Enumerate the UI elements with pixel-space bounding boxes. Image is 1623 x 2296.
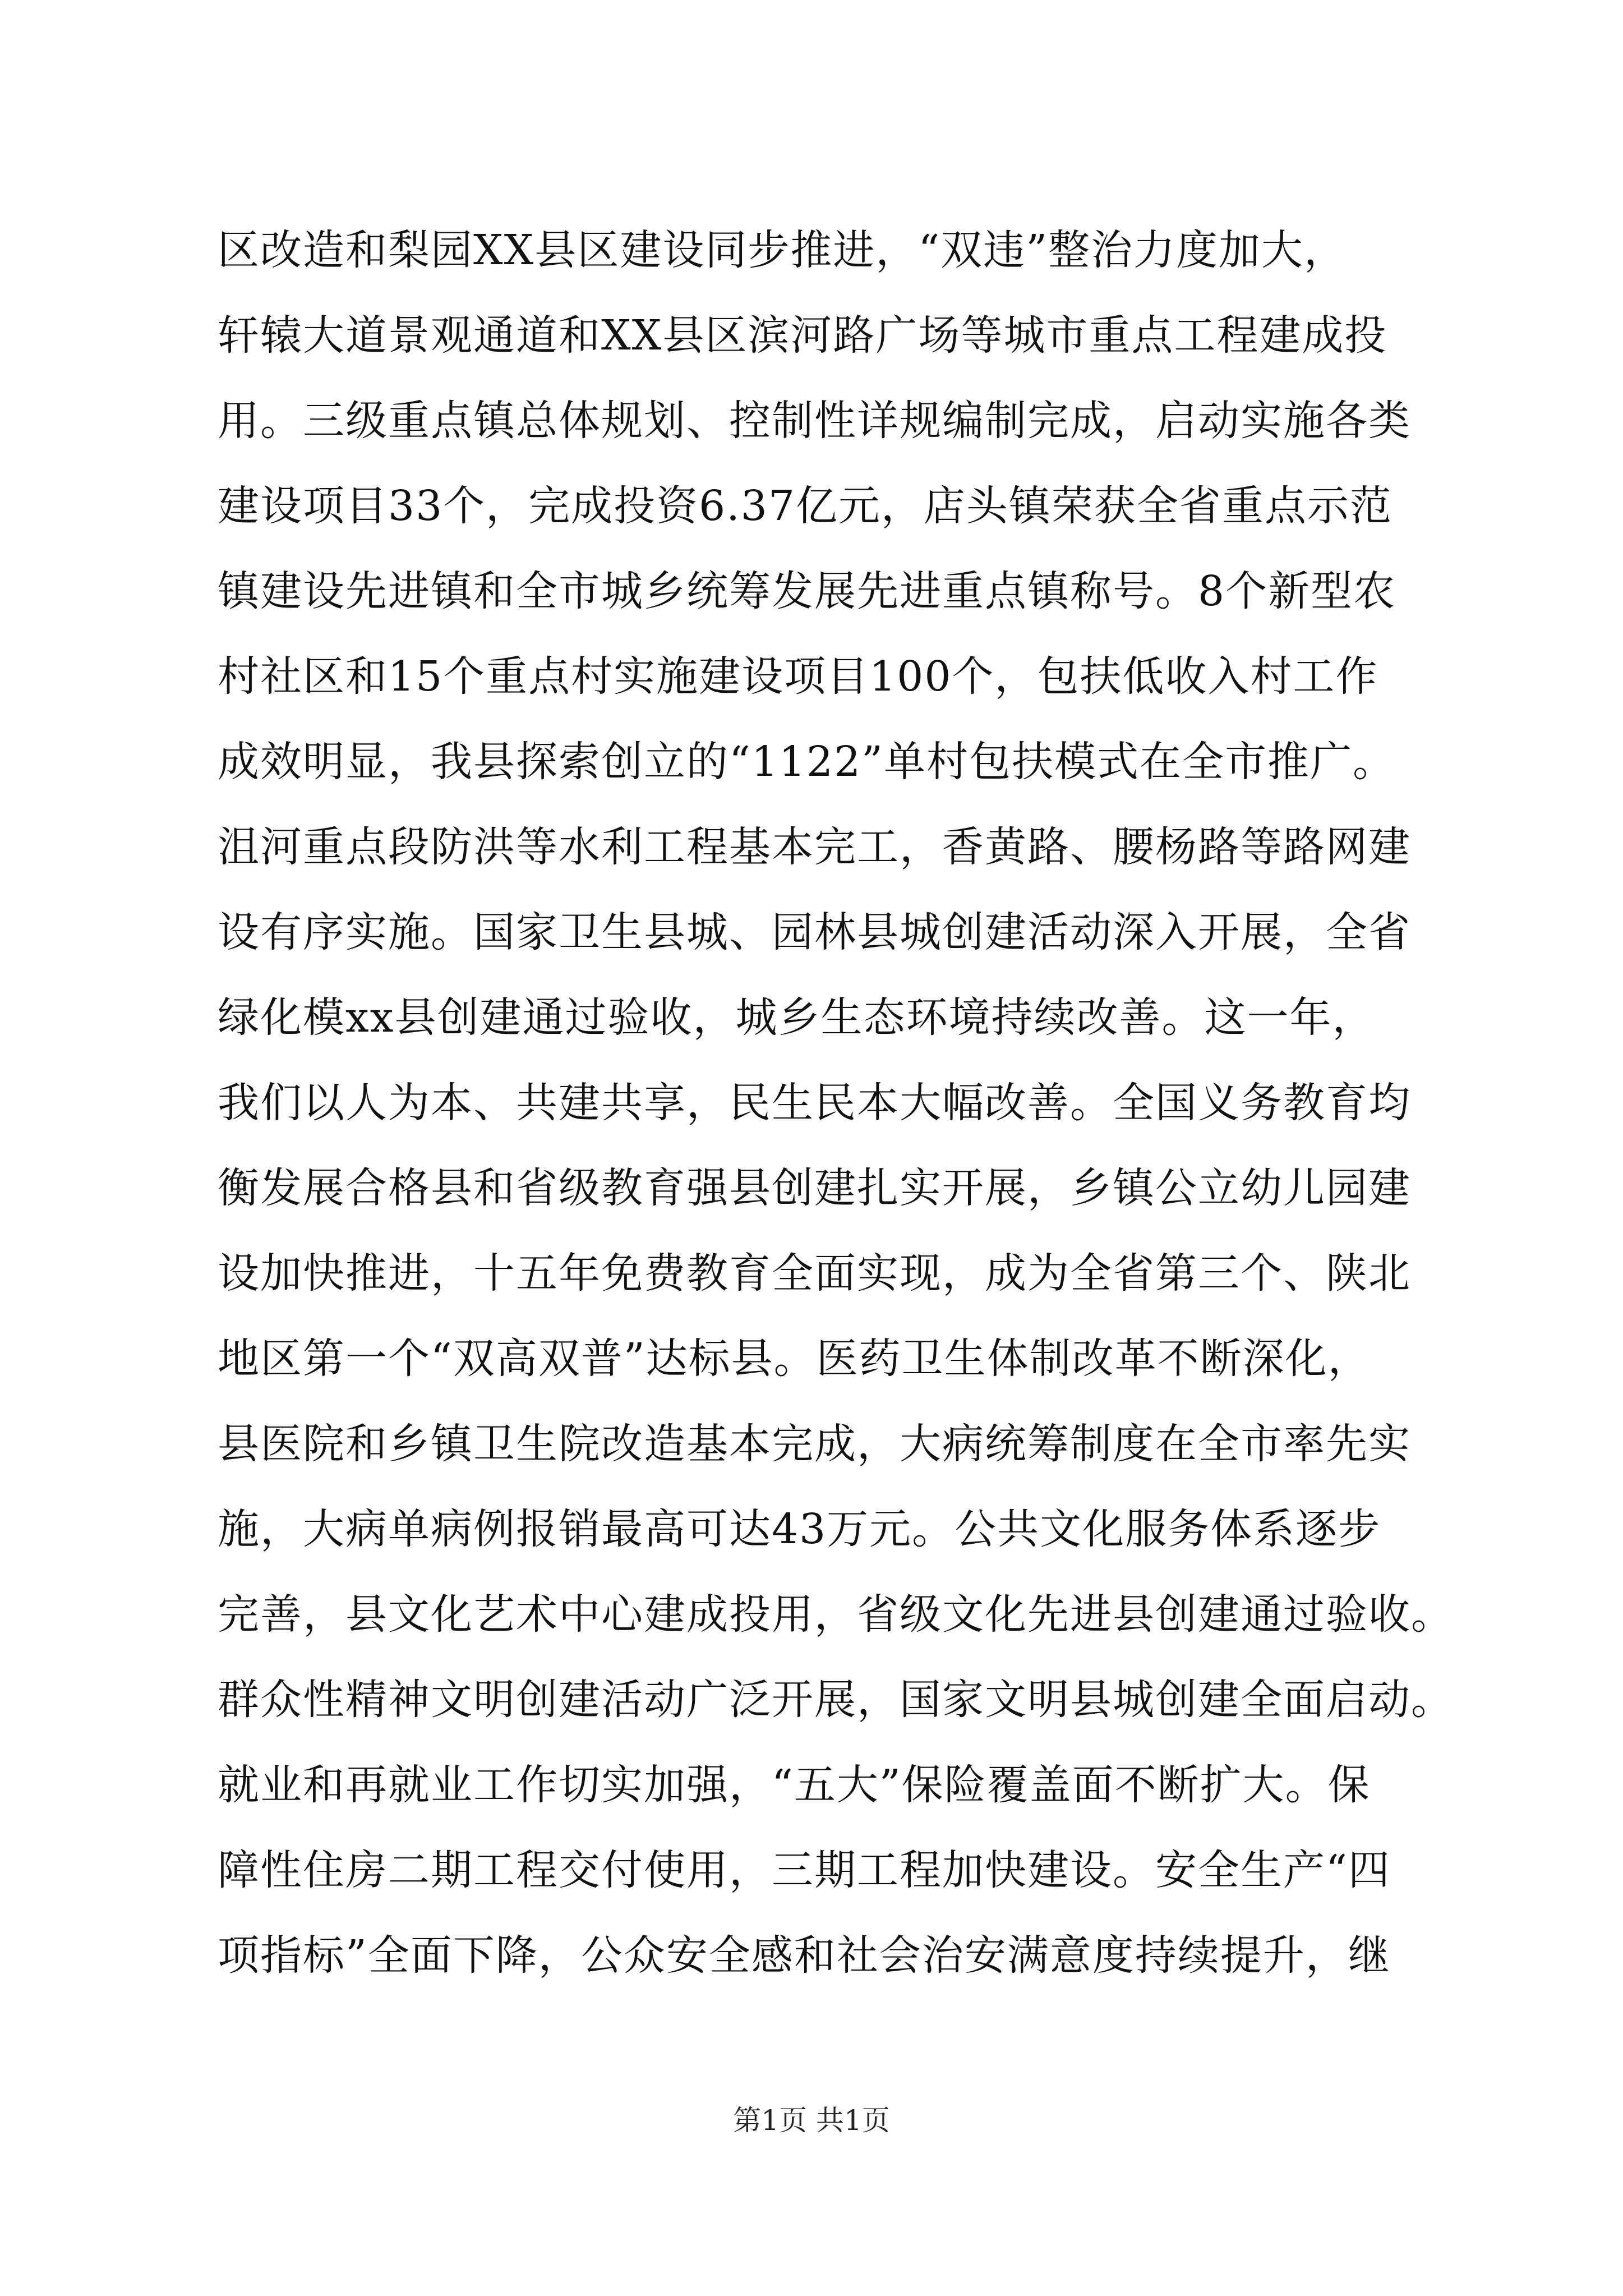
text-line: 施，大病单病例报销最高可达43万元。公共文化服务体系逐步 <box>218 1505 1381 1553</box>
text-line: 区改造和梨园XX县区建设同步推进，“双违”整治力度加大， <box>218 226 1347 274</box>
text-line: 就业和再就业工作切实加强，“五大”保险覆盖面不断扩大。保 <box>218 1761 1371 1809</box>
text-line: 沮河重点段防洪等水利工程基本完工，香黄路、腰杨路等路网建 <box>218 823 1411 871</box>
text-line: 县医院和乡镇卫生院改造基本完成，大病统筹制度在全市率先实 <box>218 1420 1411 1468</box>
page-footer <box>0 2101 1623 2140</box>
text-line: 设加快推进，十五年免费教育全面实现，成为全省第三个、陕北 <box>218 1249 1411 1297</box>
text-line: 用。三级重点镇总体规划、控制性详规编制完成，启动实施各类 <box>218 397 1411 445</box>
text-line: 我们以人为本、共建共享，民生民本大幅改善。全国义务教育均 <box>218 1079 1411 1127</box>
text-line: 建设项目33个，完成投资6.37亿元，店头镇荣获全省重点示范 <box>218 482 1393 530</box>
text-line: 群众性精神文明创建活动广泛开展，国家文明县城创建全面启动。 <box>218 1676 1454 1724</box>
text-line: 村社区和15个重点村实施建设项目100个，包扶低收入村工作 <box>218 652 1378 701</box>
text-line: 绿化模xx县创建通过验收，城乡生态环境持续改善。这一年， <box>218 993 1375 1042</box>
text-line: 轩辕大道景观通道和XX县区滨河路广场等城市重点工程建成投 <box>218 311 1387 360</box>
text-line: 障性住房二期工程交付使用，三期工程加快建设。安全生产“四 <box>218 1846 1391 1894</box>
text-line: 完善，县文化艺术中心建成投用，省级文化先进县创建通过验收。 <box>218 1590 1454 1639</box>
text-line: 镇建设先进镇和全市城乡统筹发展先进重点镇称号。8个新型农 <box>218 567 1396 615</box>
text-line: 项指标”全面下降，公众安全感和社会治安满意度持续提升，继 <box>218 1931 1391 1980</box>
text-line: 衡发展合格县和省级教育强县创建扎实开展，乡镇公立幼儿园建 <box>218 1164 1411 1212</box>
text-line: 成效明显，我县探索创立的“1122”单村包扶模式在全市推广。 <box>218 738 1395 786</box>
text-line: 地区第一个“双高双普”达标县。医药卫生体制改革不断深化， <box>218 1335 1371 1383</box>
text-line: 设有序实施。国家卫生县城、园林县城创建活动深入开展，全省 <box>218 908 1411 956</box>
document-body <box>218 208 1454 1998</box>
page-number: 第1页 共1页 <box>733 2104 890 2137</box>
